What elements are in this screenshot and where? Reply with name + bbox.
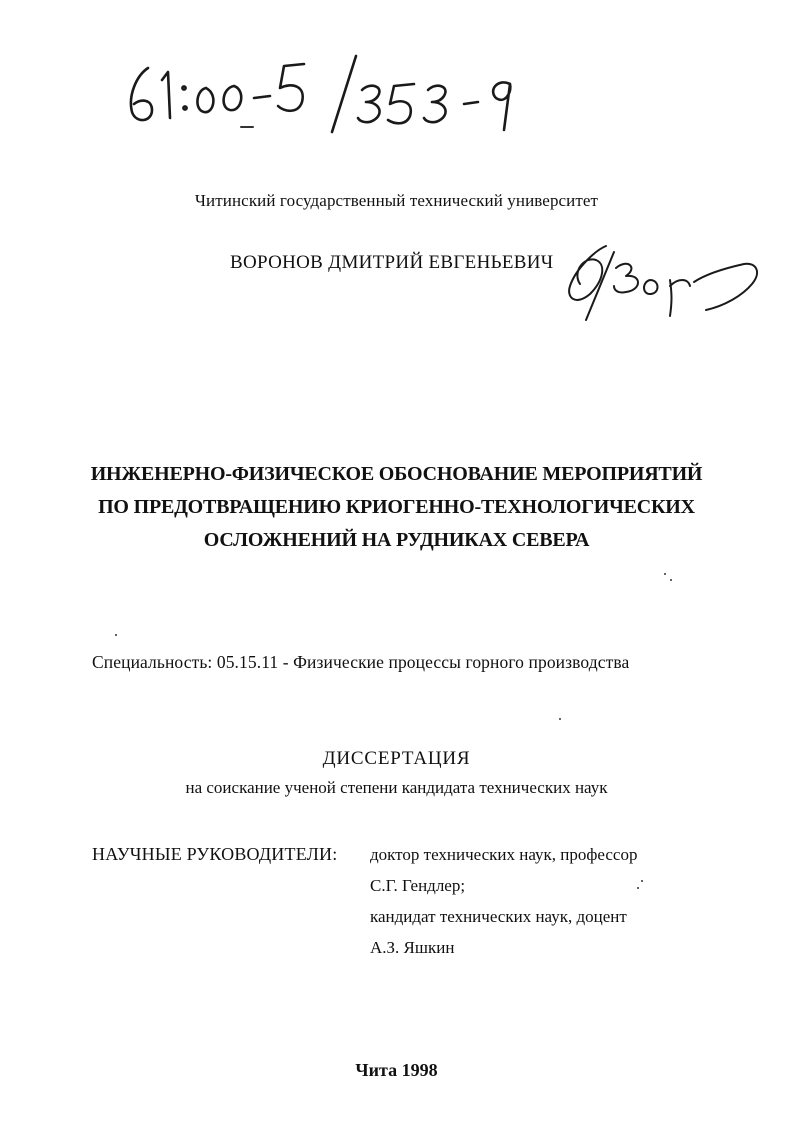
catalog-number-handwriting [118,38,538,134]
dissertation-heading: ДИССЕРТАЦИЯ [322,748,471,769]
handwritten-catalog-number [118,38,538,134]
title-line-3: ОСЛОЖНЕНИЙ НА РУДНИКАХ СЕВЕРА [203,529,590,551]
supervisors-label: НАУЧНЫЕ РУКОВОДИТЕЛИ: [92,844,338,864]
scan-speck [664,573,666,575]
scan-speck [637,887,639,889]
scan-speck [115,634,117,636]
supervisor-2-name: А.З. Яшкин [370,938,455,957]
supervisor-2-degree: кандидат технических наук, доцент [370,907,627,926]
supervisor-1-degree: доктор технических наук, профессор [370,845,638,864]
author-name: ВОРОНОВ ДМИТРИЙ ЕВГЕНЬЕВИЧ [230,252,554,273]
scan-speck [240,126,254,128]
scan-speck [559,718,561,720]
author-signature [556,228,771,326]
specialty-line: Специальность: 05.15.11 - Физические процессы горного производства [92,652,630,672]
title-line-2: ПО ПРЕДОТВРАЩЕНИЮ КРИОГЕННО-ТЕХНОЛОГИЧЕСКИХ [98,496,695,518]
city-year: Чита 1998 [355,1060,438,1080]
dissertation-subtitle: на соискание ученой степени кандидата технических наук [185,778,608,797]
signature-handwriting [556,228,771,326]
title-line-1: ИНЖЕНЕРНО-ФИЗИЧЕСКОЕ ОБОСНОВАНИЕ МЕРОПРИЯТИЙ [90,463,703,485]
university-name: Читинский государственный технический университет [194,191,599,210]
scan-speck [641,880,643,882]
scan-speck [670,579,672,581]
dissertation-title [0,458,793,557]
supervisor-1-name: С.Г. Гендлер; [370,876,466,895]
